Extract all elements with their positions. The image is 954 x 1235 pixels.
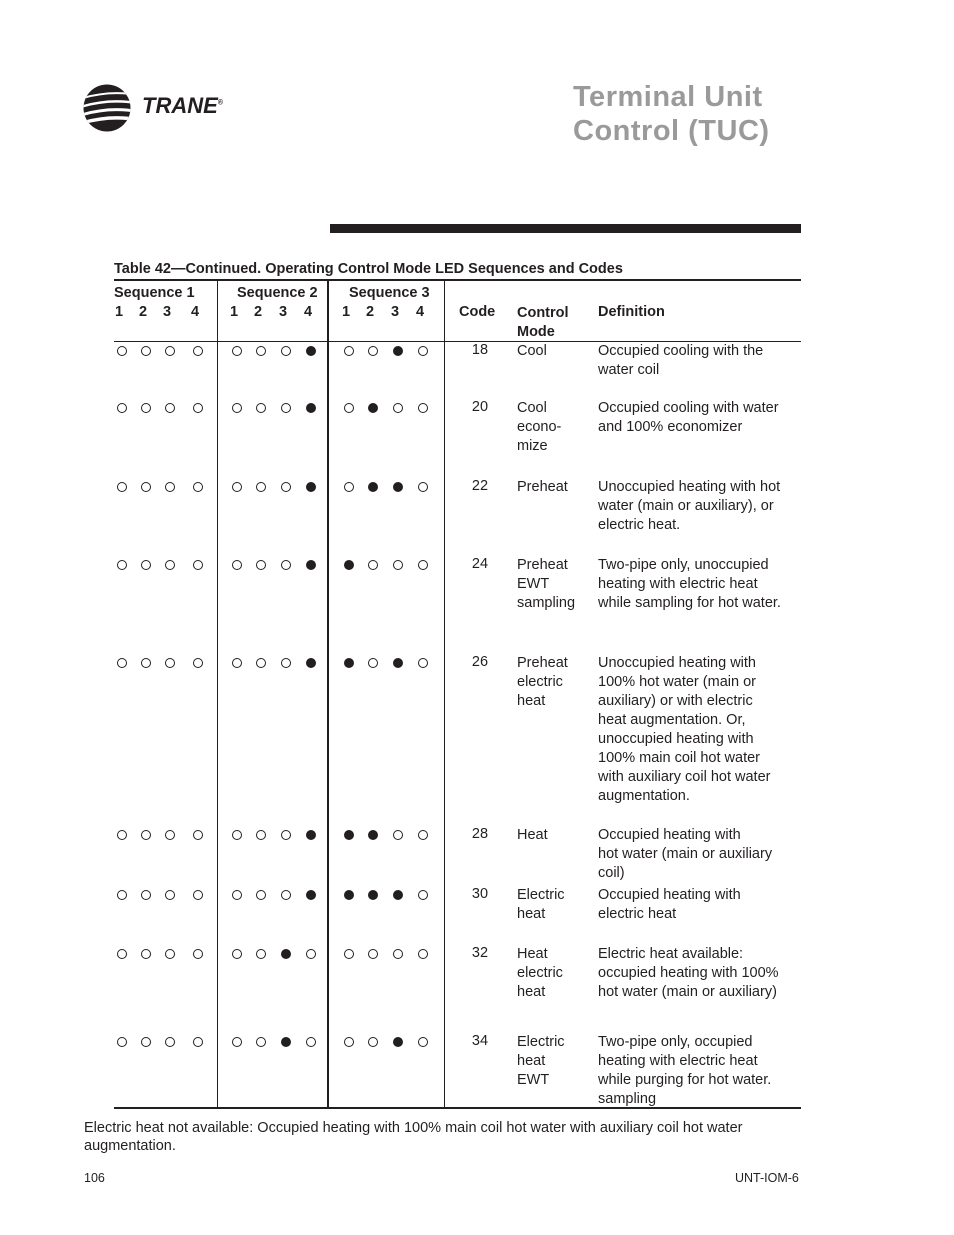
led-off-indicator xyxy=(141,403,151,413)
header-sequence-3: Sequence 3 xyxy=(349,285,430,301)
led-off-indicator xyxy=(165,560,175,570)
led-on-indicator xyxy=(306,403,316,413)
led-off-indicator xyxy=(281,482,291,492)
led-off-indicator xyxy=(393,949,403,959)
mode-definition: Occupied cooling with the water coil xyxy=(598,343,764,378)
led-off-indicator xyxy=(344,346,354,356)
led-number-header: 4 xyxy=(416,304,425,320)
led-on-indicator xyxy=(306,890,316,900)
led-off-indicator xyxy=(165,346,175,356)
led-off-indicator xyxy=(232,890,242,900)
control-mode: Cool xyxy=(517,343,547,359)
led-off-indicator xyxy=(193,830,203,840)
led-off-indicator xyxy=(256,346,266,356)
led-off-indicator xyxy=(256,482,266,492)
led-off-indicator xyxy=(368,346,378,356)
led-on-indicator xyxy=(344,830,354,840)
led-off-indicator xyxy=(418,890,428,900)
mode-code: 20 xyxy=(471,399,489,415)
led-off-indicator xyxy=(193,403,203,413)
brand-wordmark: TRANE® xyxy=(142,93,223,118)
control-mode: Preheat EWT sampling xyxy=(517,557,576,611)
page-number: 106 xyxy=(84,1171,105,1185)
led-off-indicator xyxy=(344,403,354,413)
led-off-indicator xyxy=(368,560,378,570)
led-number-header: 4 xyxy=(191,304,200,320)
column-divider-seq2 xyxy=(327,281,329,1108)
mode-code: 30 xyxy=(471,886,489,902)
led-on-indicator xyxy=(344,890,354,900)
led-off-indicator xyxy=(141,1037,151,1047)
led-number-header: 3 xyxy=(279,304,288,320)
led-on-indicator xyxy=(281,1037,291,1047)
led-off-indicator xyxy=(141,830,151,840)
led-off-indicator xyxy=(368,658,378,668)
led-off-indicator xyxy=(256,658,266,668)
led-off-indicator xyxy=(306,1037,316,1047)
led-off-indicator xyxy=(117,482,127,492)
led-on-indicator xyxy=(306,830,316,840)
document-id: UNT-IOM-6 xyxy=(735,1171,799,1185)
led-off-indicator xyxy=(256,830,266,840)
led-off-indicator xyxy=(165,482,175,492)
column-divider-seq1 xyxy=(217,281,218,1108)
led-on-indicator xyxy=(306,658,316,668)
led-off-indicator xyxy=(117,403,127,413)
led-off-indicator xyxy=(117,949,127,959)
mode-code: 24 xyxy=(471,556,489,572)
led-off-indicator xyxy=(232,560,242,570)
led-off-indicator xyxy=(393,560,403,570)
control-mode: Preheat electric heat xyxy=(517,655,568,709)
header-bar xyxy=(330,224,801,233)
led-off-indicator xyxy=(193,949,203,959)
mode-definition: Electric heat available: occupied heating with 100% hot water (main or auxiliary) xyxy=(598,946,779,1000)
led-off-indicator xyxy=(165,658,175,668)
led-on-indicator xyxy=(344,560,354,570)
led-off-indicator xyxy=(165,830,175,840)
mode-definition: Two-pipe only, occupied heating with electric heat while purging for hot water. sampling xyxy=(598,1034,772,1107)
led-off-indicator xyxy=(232,830,242,840)
led-on-indicator xyxy=(368,403,378,413)
led-off-indicator xyxy=(117,890,127,900)
led-off-indicator xyxy=(306,949,316,959)
led-off-indicator xyxy=(256,949,266,959)
led-on-indicator xyxy=(393,658,403,668)
led-on-indicator xyxy=(306,346,316,356)
led-number-header: 2 xyxy=(366,304,375,320)
led-number-header: 4 xyxy=(304,304,313,320)
led-off-indicator xyxy=(418,658,428,668)
led-off-indicator xyxy=(281,560,291,570)
led-number-header: 2 xyxy=(139,304,148,320)
led-off-indicator xyxy=(256,1037,266,1047)
led-off-indicator xyxy=(141,890,151,900)
led-off-indicator xyxy=(232,482,242,492)
led-off-indicator xyxy=(117,830,127,840)
header-sequence-1: Sequence 1 xyxy=(114,285,195,301)
led-off-indicator xyxy=(117,658,127,668)
led-on-indicator xyxy=(368,830,378,840)
mode-definition: Occupied heating with electric heat xyxy=(598,887,741,922)
led-off-indicator xyxy=(418,949,428,959)
mode-code: 22 xyxy=(471,478,489,494)
led-off-indicator xyxy=(281,830,291,840)
led-off-indicator xyxy=(418,403,428,413)
mode-code: 26 xyxy=(471,654,489,670)
led-off-indicator xyxy=(256,890,266,900)
led-number-header: 2 xyxy=(254,304,263,320)
led-off-indicator xyxy=(281,658,291,668)
led-off-indicator xyxy=(193,1037,203,1047)
led-on-indicator xyxy=(368,482,378,492)
led-off-indicator xyxy=(256,560,266,570)
header-control-mode: Control Mode xyxy=(517,305,569,340)
led-off-indicator xyxy=(193,658,203,668)
led-off-indicator xyxy=(418,346,428,356)
mode-definition: Occupied cooling with water and 100% economizer xyxy=(598,400,779,435)
mode-definition: Unoccupied heating with hot water (main or auxiliary), or electric heat. xyxy=(598,479,781,533)
led-on-indicator xyxy=(393,1037,403,1047)
led-off-indicator xyxy=(165,1037,175,1047)
column-divider-seq3 xyxy=(444,281,445,1108)
header-code: Code xyxy=(459,304,496,320)
mode-definition: Unoccupied heating with 100% hot water (main or auxiliary) or with electric heat augmentation. Or, unoccupied heating with 100% main coil hot water with auxiliary coil hot water augmentation. xyxy=(598,655,771,804)
led-off-indicator xyxy=(368,949,378,959)
led-off-indicator xyxy=(344,949,354,959)
control-mode: Preheat xyxy=(517,479,568,495)
mode-code: 28 xyxy=(471,826,489,842)
mode-code: 34 xyxy=(471,1033,489,1049)
header-sequence-2: Sequence 2 xyxy=(237,285,318,301)
led-number-header: 1 xyxy=(230,304,239,320)
led-on-indicator xyxy=(393,482,403,492)
mode-code: 32 xyxy=(471,945,489,961)
led-off-indicator xyxy=(368,1037,378,1047)
led-off-indicator xyxy=(165,949,175,959)
led-off-indicator xyxy=(281,890,291,900)
led-on-indicator xyxy=(368,890,378,900)
led-on-indicator xyxy=(306,560,316,570)
led-on-indicator xyxy=(344,658,354,668)
led-off-indicator xyxy=(281,346,291,356)
led-off-indicator xyxy=(418,482,428,492)
led-off-indicator xyxy=(141,482,151,492)
led-off-indicator xyxy=(141,658,151,668)
mode-code: 18 xyxy=(471,342,489,358)
led-off-indicator xyxy=(418,830,428,840)
led-off-indicator xyxy=(193,482,203,492)
led-number-header: 1 xyxy=(115,304,124,320)
led-on-indicator xyxy=(306,482,316,492)
led-off-indicator xyxy=(256,403,266,413)
control-mode: Heat xyxy=(517,827,548,843)
led-off-indicator xyxy=(232,658,242,668)
led-off-indicator xyxy=(232,346,242,356)
led-off-indicator xyxy=(141,346,151,356)
led-off-indicator xyxy=(232,1037,242,1047)
led-off-indicator xyxy=(344,1037,354,1047)
led-off-indicator xyxy=(344,482,354,492)
led-number-header: 3 xyxy=(163,304,172,320)
led-off-indicator xyxy=(232,403,242,413)
led-off-indicator xyxy=(141,560,151,570)
led-off-indicator xyxy=(193,890,203,900)
led-off-indicator xyxy=(117,560,127,570)
led-off-indicator xyxy=(393,830,403,840)
led-off-indicator xyxy=(193,560,203,570)
control-mode: Cool econo- mize xyxy=(517,400,562,454)
led-number-header: 3 xyxy=(391,304,400,320)
table-caption: Table 42—Continued. Operating Control Mode LED Sequences and Codes xyxy=(114,261,623,277)
led-off-indicator xyxy=(193,346,203,356)
control-mode: Heat electric heat xyxy=(517,946,563,1000)
led-off-indicator xyxy=(418,560,428,570)
header-definition: Definition xyxy=(598,304,665,320)
led-off-indicator xyxy=(165,403,175,413)
page-title: Terminal Unit Control (TUC) xyxy=(573,81,770,147)
led-number-header: 1 xyxy=(342,304,351,320)
mode-definition: Occupied heating with hot water (main or auxiliary coil) xyxy=(598,827,773,881)
led-off-indicator xyxy=(232,949,242,959)
led-off-indicator xyxy=(117,346,127,356)
footnote: Electric heat not available: Occupied heating with 100% main coil hot water with auxiliary coil hot water augmentation. xyxy=(84,1120,743,1154)
led-on-indicator xyxy=(393,346,403,356)
control-mode: Electric heat EWT xyxy=(517,1034,565,1088)
led-on-indicator xyxy=(393,890,403,900)
mode-definition: Two-pipe only, unoccupied heating with electric heat while sampling for hot water. xyxy=(598,557,781,611)
led-off-indicator xyxy=(141,949,151,959)
led-off-indicator xyxy=(281,403,291,413)
led-off-indicator xyxy=(418,1037,428,1047)
led-off-indicator xyxy=(393,403,403,413)
led-off-indicator xyxy=(117,1037,127,1047)
led-off-indicator xyxy=(165,890,175,900)
led-on-indicator xyxy=(281,949,291,959)
control-mode: Electric heat xyxy=(517,887,565,922)
